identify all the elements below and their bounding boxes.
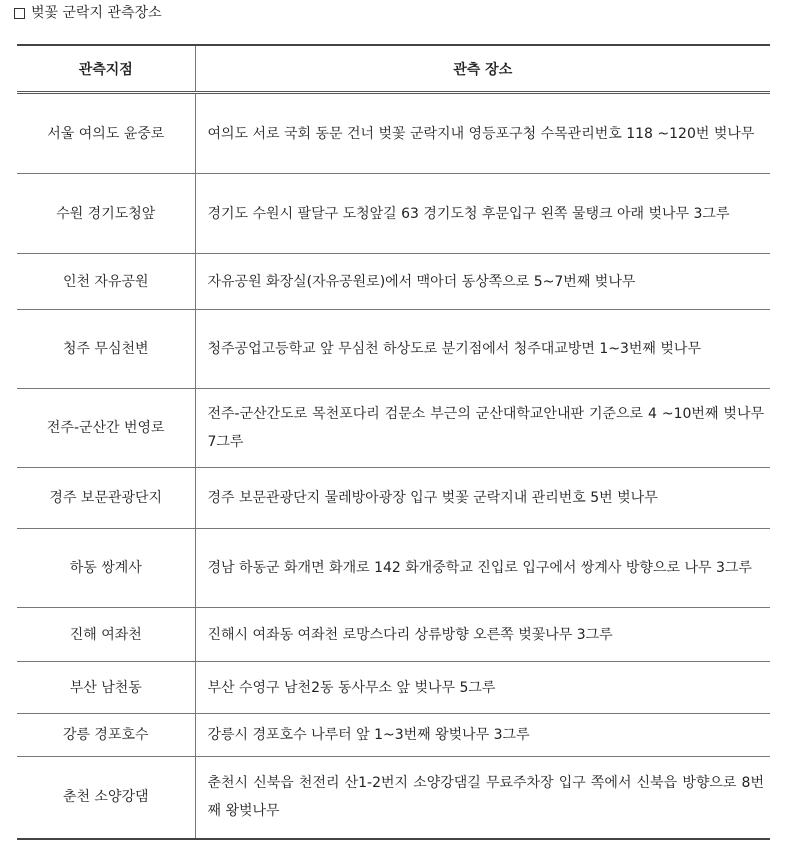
table-header-row xyxy=(17,45,770,93)
site-cell: 청주 무심천변 xyxy=(17,310,195,389)
table-row xyxy=(17,529,770,608)
page-heading xyxy=(14,4,162,22)
column-header-place: 관측 장소 xyxy=(195,45,770,93)
site-cell: 경주 보문관광단지 xyxy=(17,468,195,529)
site-cell: 부산 남천동 xyxy=(17,662,195,714)
table-row xyxy=(17,757,770,839)
place-cell: 전주-군산간도로 목천포다리 검문소 부근의 군산대학교안내판 기준으로 4 ~10번째 벚나무 7그루 xyxy=(195,389,770,468)
table-row xyxy=(17,662,770,714)
table-row xyxy=(17,389,770,468)
site-cell: 전주-군산간 번영로 xyxy=(17,389,195,468)
place-cell: 경기도 수원시 팔달구 도청앞길 63 경기도청 후문입구 왼쪽 물탱크 아래 벚나무 3그루 xyxy=(195,174,770,254)
table-row xyxy=(17,254,770,310)
site-cell: 진해 여좌천 xyxy=(17,608,195,662)
place-cell: 경남 하동군 화개면 화개로 142 화개중학교 진입로 입구에서 쌍계사 방향으로 나무 3그루 xyxy=(195,529,770,608)
site-cell: 수원 경기도청앞 xyxy=(17,174,195,254)
page-title: 벚꽃 군락지 관측장소 xyxy=(31,5,162,21)
site-cell: 춘천 소양강댐 xyxy=(17,757,195,839)
place-cell: 경주 보문관광단지 물레방아광장 입구 벚꽃 군락지내 관리번호 5번 벚나무 xyxy=(195,468,770,529)
place-cell: 청주공업고등학교 앞 무심천 하상도로 분기점에서 청주대교방면 1~3번째 벚나무 xyxy=(195,310,770,389)
place-cell: 진해시 여좌동 여좌천 로망스다리 상류방향 오른쪽 벚꽃나무 3그루 xyxy=(195,608,770,662)
column-header-site: 관측지점 xyxy=(17,45,195,93)
checkbox-square-icon xyxy=(14,8,25,19)
table-row xyxy=(17,310,770,389)
place-cell: 부산 수영구 남천2동 동사무소 앞 벚나무 5그루 xyxy=(195,662,770,714)
table-row xyxy=(17,93,770,174)
place-cell: 여의도 서로 국회 동문 건너 벚꽃 군락지내 영등포구청 수목관리번호 118 ~120번 벚나무 xyxy=(195,93,770,174)
table-row xyxy=(17,714,770,757)
place-cell: 자유공원 화장실(자유공원로)에서 맥아더 동상쪽으로 5~7번째 벚나무 xyxy=(195,254,770,310)
site-cell: 인천 자유공원 xyxy=(17,254,195,310)
site-cell: 강릉 경포호수 xyxy=(17,714,195,757)
site-cell: 하동 쌍계사 xyxy=(17,529,195,608)
place-cell: 춘천시 신북읍 천전리 산1-2번지 소양강댐길 무료주차장 입구 쪽에서 신북읍 방향으로 8번째 왕벚나무 xyxy=(195,757,770,839)
table-row xyxy=(17,174,770,254)
observation-sites-table xyxy=(17,44,770,840)
table-row xyxy=(17,608,770,662)
table-row xyxy=(17,468,770,529)
place-cell: 강릉시 경포호수 나루터 앞 1~3번째 왕벚나무 3그루 xyxy=(195,714,770,757)
site-cell: 서울 여의도 윤중로 xyxy=(17,93,195,174)
